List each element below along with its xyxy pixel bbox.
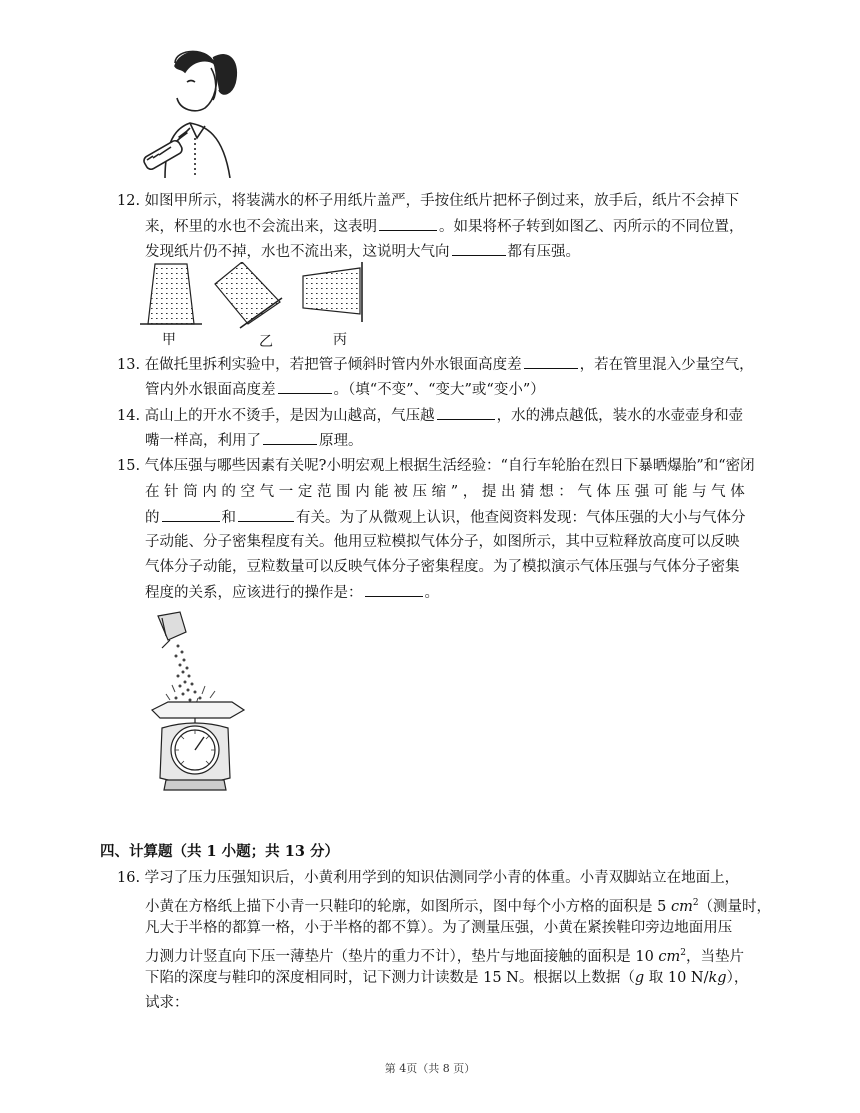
answer-blank[interactable] bbox=[524, 354, 578, 369]
q15-line1 bbox=[117, 456, 755, 476]
q16-line6 bbox=[145, 993, 189, 1013]
q16-line3 bbox=[145, 918, 732, 938]
q16-text: 小黄在方格纸上描下小青一只鞋印的轮廓，如图所示，图中每个小方格的面积是 5 bbox=[145, 898, 667, 915]
q15-text: 和 bbox=[221, 510, 236, 526]
q15-text: 程度的关系，应该进行的操作是： bbox=[145, 585, 363, 601]
q13-line1 bbox=[117, 354, 754, 375]
answer-blank[interactable] bbox=[263, 430, 317, 445]
q15-line2 bbox=[145, 482, 745, 502]
answer-blank[interactable] bbox=[379, 216, 437, 231]
cup-yi bbox=[215, 262, 282, 328]
bean-scale-illustration bbox=[140, 610, 250, 795]
q14-text: 嘴一样高，利用了 bbox=[145, 433, 261, 449]
page-footer: 第 4页（共 8 页） bbox=[384, 1062, 476, 1075]
question-number: 14. bbox=[117, 408, 141, 424]
q12-line1 bbox=[117, 191, 739, 211]
q14-line2 bbox=[145, 430, 363, 451]
q15-text: 气体分子动能，豆粒数量可以反映气体分子密集程度。为了模拟演示气体压强与气体分子密集 bbox=[145, 559, 740, 575]
superscript: 2 bbox=[680, 948, 687, 958]
q13-text: 。（填“不变”、“变大”或“变小”） bbox=[333, 382, 545, 398]
question-number: 13. bbox=[117, 357, 141, 373]
q16-text: ）， bbox=[726, 970, 749, 986]
q16-text: 凡大于半格的都算一格，小于半格的都不算）。为了测量压强，小黄在紧挨鞋印旁边地面用压 bbox=[145, 920, 733, 936]
q13-text: ，若在管里混入少量空气， bbox=[579, 357, 754, 373]
cup-label-bing: 丙 bbox=[333, 332, 347, 348]
q14-text: 原理。 bbox=[319, 433, 363, 449]
q12-text: 来，杯里的水也不会流出来，这表明 bbox=[145, 219, 377, 235]
q16-text: （测量时， bbox=[698, 898, 772, 915]
cup-diagrams bbox=[140, 262, 380, 332]
question-number: 16. bbox=[117, 870, 141, 886]
q16-text: 取 10 N/ bbox=[644, 970, 709, 986]
q15-text: 的 bbox=[145, 510, 160, 526]
section-heading: 四、计算题（共 1 小题；共 13 分） bbox=[100, 843, 339, 860]
answer-blank[interactable] bbox=[162, 507, 220, 522]
q14-text: 高山上的开水不烫手，是因为山越高，气压越 bbox=[144, 408, 435, 424]
q12-text: 发现纸片仍不掉，水也不流出来，这说明大气向 bbox=[145, 244, 450, 260]
question-number: 12. bbox=[117, 193, 141, 209]
q15-text: 子动能、分子密集程度有关。他用豆粒模拟气体分子，如图所示，其中豆粒释放高度可以反映 bbox=[145, 534, 740, 550]
answer-blank[interactable] bbox=[452, 241, 506, 256]
q12-line3 bbox=[145, 241, 580, 262]
q16-text: 试求： bbox=[145, 995, 189, 1011]
q14-line1 bbox=[117, 405, 743, 426]
q14-text: ，水的沸点越低，装水的水壶壶身和壶 bbox=[496, 408, 744, 424]
unit-cm: cm bbox=[658, 948, 681, 965]
answer-blank[interactable] bbox=[437, 405, 495, 420]
q15-text: 气体压强与哪些因素有关呢?小明宏观上根据生活经验：“自行车轮胎在烈日下暴晒爆胎”和“密闭 bbox=[144, 458, 755, 474]
cup-label-jia: 甲 bbox=[162, 332, 176, 348]
q16-line2 bbox=[145, 893, 771, 917]
q15-line4 bbox=[145, 532, 740, 552]
unit-kg: kg bbox=[708, 970, 727, 986]
q15-line5 bbox=[145, 557, 740, 577]
q13-line2 bbox=[145, 379, 545, 400]
unit-cm: cm bbox=[670, 898, 693, 915]
q16-line1 bbox=[117, 868, 739, 888]
symbol-g: g bbox=[634, 970, 645, 986]
question-number: 15. bbox=[117, 458, 141, 474]
q12-text: 。如果将杯子转到如图乙、丙所示的不同位置， bbox=[439, 219, 744, 235]
superscript: 2 bbox=[692, 898, 699, 908]
q15-text: 有关。为了从微观上认识，他查阅资料发现：气体压强的大小与气体分 bbox=[296, 510, 746, 526]
q15-line6 bbox=[145, 582, 439, 603]
q13-text: 在做托里拆利实验中，若把管子倾斜时管内外水银面高度差 bbox=[144, 357, 522, 373]
answer-blank[interactable] bbox=[278, 379, 332, 394]
cup-bing bbox=[303, 262, 362, 322]
q15-line3 bbox=[145, 507, 746, 528]
q12-text: 都有压强。 bbox=[507, 244, 580, 260]
q16-text: 力测力计竖直向下压一薄垫片（垫片的重力不计），垫片与地面接触的面积是 10 bbox=[145, 948, 654, 965]
cup-label-yi: 乙 bbox=[259, 334, 273, 350]
girl-drinking-illustration bbox=[135, 38, 245, 178]
q16-line4 bbox=[145, 943, 744, 967]
answer-blank[interactable] bbox=[238, 507, 294, 522]
q15-text: 在 针 筒 内 的 空 气 一 定 范 围 内 能 被 压 缩 ” ， 提 出 猜 想 ： 气 体 压 强 可 能 与 气 体 bbox=[145, 484, 745, 500]
q12-text: 如图甲所示，将装满水的杯子用纸片盖严，手按住纸片把杯子倒过来，放手后，纸片不会掉下 bbox=[144, 193, 740, 209]
cup-jia bbox=[140, 264, 202, 324]
answer-blank[interactable] bbox=[365, 582, 423, 597]
q16-text: 学习了压力压强知识后，小黄利用学到的知识估测同学小青的体重。小青双脚站立在地面上， bbox=[144, 870, 740, 886]
q16-line5 bbox=[145, 968, 748, 988]
q16-text: 下陷的深度与鞋印的深度相同时，记下测力计读数是 15 N。根据以上数据（ bbox=[145, 970, 635, 986]
q13-text: 管内外水银面高度差 bbox=[145, 382, 276, 398]
q12-line2 bbox=[145, 216, 744, 237]
q16-text: ，当垫片 bbox=[686, 948, 745, 965]
q15-text: 。 bbox=[424, 585, 439, 601]
